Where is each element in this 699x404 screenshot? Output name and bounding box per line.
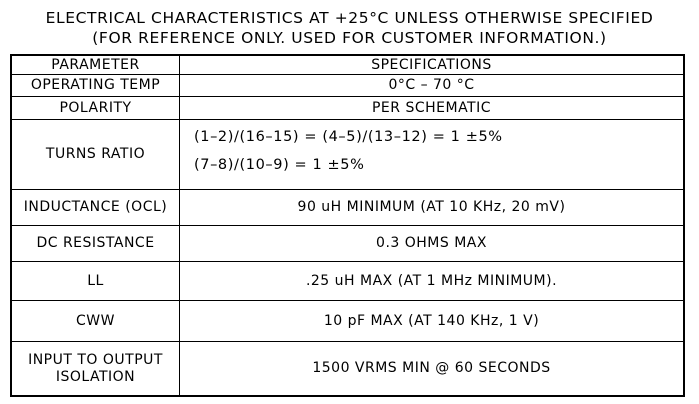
spec-turns-ratio-line-1: (1–2)/(16–15) = (4–5)/(13–12) = 1 ±5%	[194, 129, 503, 145]
parameter-operating-temp: OPERATING TEMP	[12, 75, 180, 96]
parameter-inductance: INDUCTANCE (OCL)	[12, 190, 180, 225]
parameter-dc-resistance: DC RESISTANCE	[12, 226, 180, 261]
table-row-turns-ratio	[12, 120, 683, 190]
parameter-turns-ratio: TURNS RATIO	[12, 120, 180, 189]
electrical-characteristics-table	[10, 54, 685, 397]
spec-polarity: PER SCHEMATIC	[371, 99, 492, 116]
table-row-dc-resistance	[12, 226, 683, 262]
table-row-cww	[12, 301, 683, 342]
table-row-isolation	[12, 342, 683, 395]
spec-turns-ratio-line-2: (7–8)/(10–9) = 1 ±5%	[194, 157, 365, 173]
parameter-isolation	[12, 342, 180, 395]
parameter-ll: LL	[12, 262, 180, 300]
heading-line-2: (FOR REFERENCE ONLY. USED FOR CUSTOMER INFORMATION.)	[92, 29, 607, 47]
spec-operating-temp: 0°C – 70 °C	[388, 77, 475, 93]
table-row-operating-temp	[12, 75, 683, 97]
heading-line-1: ELECTRICAL CHARACTERISTICS AT +25°C UNLESS OTHERWISE SPECIFIED	[45, 9, 654, 27]
parameter-cww: CWW	[12, 301, 180, 341]
column-header-parameter: PARAMETER	[12, 56, 180, 74]
spec-ll: .25 uH MAX (AT 1 MHz MINIMUM).	[305, 272, 558, 289]
parameter-isolation-line-1: INPUT TO OUTPUT	[28, 351, 163, 368]
spec-isolation: 1500 VRMS MIN @ 60 SECONDS	[312, 360, 551, 376]
column-header-specifications: SPECIFICATIONS	[371, 56, 492, 73]
spec-cww: 10 pF MAX (AT 140 KHz, 1 V)	[323, 312, 540, 329]
parameter-isolation-line-2: ISOLATION	[55, 368, 136, 385]
table-row-ll	[12, 262, 683, 301]
table-row-inductance	[12, 190, 683, 226]
table-header-row	[12, 56, 683, 75]
table-row-polarity	[12, 97, 683, 120]
parameter-polarity: POLARITY	[12, 97, 180, 119]
spec-dc-resistance: 0.3 OHMS MAX	[376, 235, 487, 251]
spec-inductance: 90 uH MINIMUM (AT 10 KHz, 20 mV)	[297, 199, 566, 215]
